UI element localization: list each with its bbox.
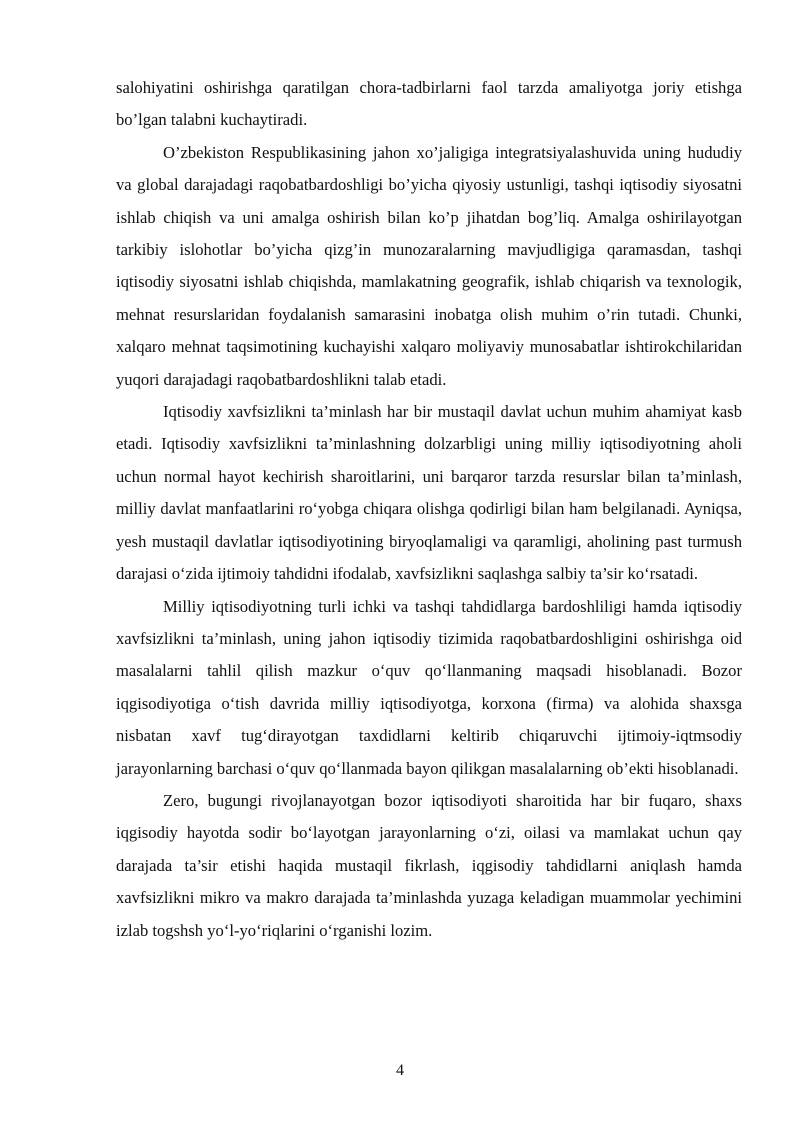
paragraph-2: O’zbekiston Respublikasining jahon xo’jaligiga integratsiyalashuvida uning hududiy va global darajadagi raqobatbardoshligi bo’yicha qiyosiy ustunligi, tashqi iqtisodiy siyosatni ishlab chiqish va uni amalga oshirish bilan ko’p jihatdan bog’liq. Amalga oshirilayotgan tarkibiy islohotlar bo’yicha qizg’in munozaralarning mavjudligiga qaramasdan, tashqi iqtisodiy siyosatni ishlab chiqishda, mamlakatning geografik, ishlab chiqarish va texnologik, mehnat resurslaridan foydalanish samarasini inobatga olish muhim o’rin tutadi. Chunki, xalqaro mehnat taqsimotining kuchayishi xalqaro moliyaviy munosabatlar ishtirokchilaridan yuqori darajadagi raqobatbardoshlikni talab etadi. (116, 142, 742, 389)
paragraph-4: Milliy iqtisodiyotning turli ichki va tashqi tahdidlarga bardoshliligi hamda iqtisodiy xavfsizlikni ta’minlash, uning jahon iqtisodiy tizimida raqobatbardoshligini oshirishga oid masalalarni tahlil qilish mazkur o‘quv qo‘llanmaning maqsadi hisoblanadi. Bozor iqgisodiyotiga o‘tish davrida milliy iqtisodiyotga, korxona (firma) va alohida shaxsga nisbatan xavf tug‘dirayotgan taxdidlarni keltirib chiqaruvchi ijtimoiy-iqtmsodiy jarayonlarning barchasi o‘quv qo‘llanmada bayon qilikgan masalalarning ob’ekti hisoblanadi. (116, 596, 742, 778)
paragraph-1: salohiyatini oshirishga qaratilgan chora-tadbirlarni faol tarzda amaliyotga joriy etishga bo’lgan talabni kuchaytiradi. (116, 78, 742, 130)
paragraph-5: Zero, bugungi rivojlanayotgan bozor iqtisodiyoti sharoitida har bir fuqaro, shaxs iqgisodiy hayotda sodir bo‘layotgan jarayonlarning o‘zi, oilasi va mamlakat uchun qay darajada ta’sir etishi haqida mustaqil fikrlash, iqgisodiy tahdidlarni aniqlash hamda xavfsizlikni mikro va makro darajada ta’minlashda yuzaga keladigan muammolar yechimini izlab togshsh yo‘l-yo‘riqlarini o‘rganishi lozim. (116, 790, 742, 940)
paragraph-3: Iqtisodiy xavfsizlikni ta’minlash har bir mustaqil davlat uchun muhim ahamiyat kasb etadi. Iqtisodiy xavfsizlikni ta’minlashning dolzarbligi uning milliy iqtisodiyotning aholi uchun normal hayot kechirish sharoitlarini, uni barqaror tarzda resurslar bilan ta’minlash, milliy davlat manfaatlarini ro‘yobga chiqara olishga qodirligi bilan ham belgilanadi. Ayniqsa, yesh mustaqil davlatlar iqtisodiyotining biryoqlamaligi va qaramligi, aholining past turmush darajasi o‘zida ijtimoiy tahdidni ifodalab, xavfsizlikni saqlashga salbiy ta’sir ko‘rsatadi. (116, 402, 742, 584)
body-text (116, 72, 742, 947)
page-number: 4 (396, 1062, 404, 1079)
